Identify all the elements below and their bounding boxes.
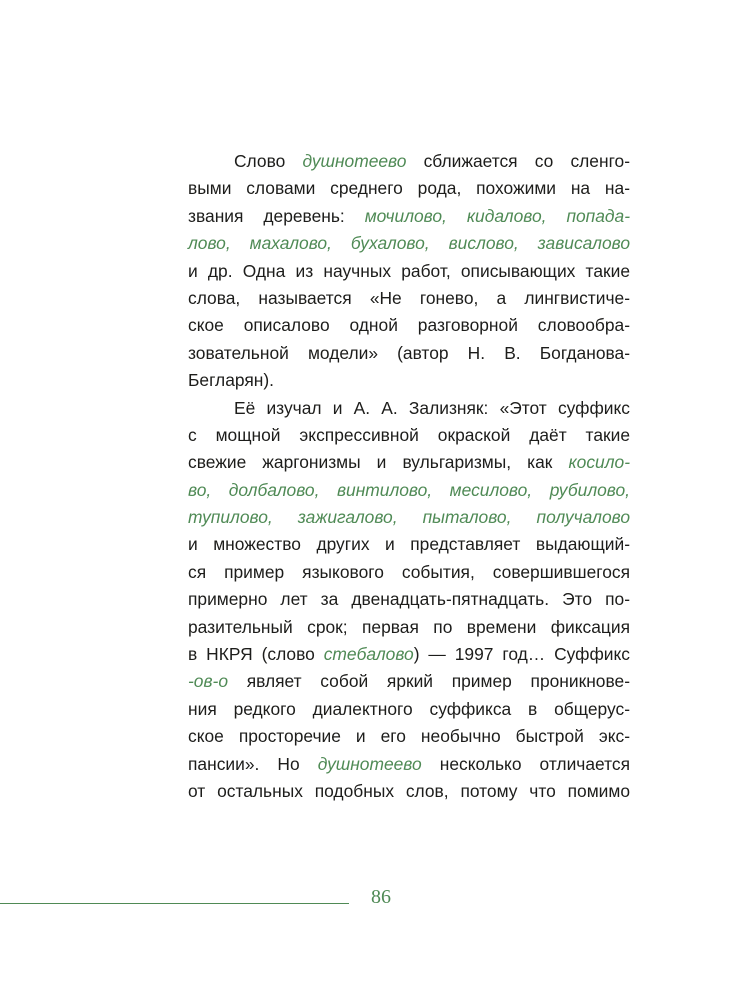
text-line bbox=[188, 778, 630, 805]
highlighted-word: душнотеево bbox=[317, 753, 422, 774]
paragraph bbox=[188, 395, 630, 806]
text-run: и множество других и представляет выдающий- bbox=[188, 534, 630, 555]
highlighted-word: стебалово bbox=[323, 644, 414, 665]
footer-rule bbox=[0, 903, 349, 904]
highlighted-word: -ов-о bbox=[188, 671, 229, 692]
text-run: ское описалово одной разговорной словообра- bbox=[188, 315, 630, 336]
text-run: от остальных подобных слов, потому что помимо bbox=[188, 780, 630, 801]
text-line bbox=[188, 477, 630, 504]
highlighted-word: во, долбалово, винтилово, месилово, рубилово, bbox=[188, 479, 630, 500]
text-line bbox=[188, 751, 630, 778]
text-line bbox=[188, 175, 630, 202]
text-line bbox=[188, 395, 630, 422]
text-run: с мощной экспрессивной окраской даёт такие bbox=[188, 424, 630, 445]
text-line bbox=[188, 230, 630, 257]
text-line bbox=[188, 422, 630, 449]
text-run: слова, называется «Не гонево, а лингвистиче- bbox=[188, 287, 630, 308]
text-run: несколько отличается bbox=[421, 753, 631, 774]
text-run: разительный срок; первая по времени фиксация bbox=[188, 616, 630, 637]
text-run: звания деревень: bbox=[188, 205, 365, 226]
text-line bbox=[188, 504, 630, 531]
text-line bbox=[188, 285, 630, 312]
text-line bbox=[188, 148, 630, 175]
text-line bbox=[188, 258, 630, 285]
text-line bbox=[188, 641, 630, 668]
text-line bbox=[188, 586, 630, 613]
text-line bbox=[188, 614, 630, 641]
text-line bbox=[188, 723, 630, 750]
text-run: ния редкого диалектного суффикса в общерус- bbox=[188, 698, 630, 719]
text-run: являет собой яркий пример проникнове- bbox=[228, 671, 630, 692]
text-line bbox=[188, 531, 630, 558]
text-line bbox=[188, 367, 630, 394]
text-line bbox=[188, 668, 630, 695]
text-run: и др. Одна из научных работ, описывающих такие bbox=[188, 260, 630, 281]
text-run: ся пример языкового события, совершившегося bbox=[188, 561, 630, 582]
text-run: в НКРЯ (слово bbox=[188, 644, 324, 665]
text-line bbox=[188, 559, 630, 586]
highlighted-word: мочилово, кидалово, попада- bbox=[364, 205, 630, 226]
highlighted-word: косило- bbox=[568, 452, 630, 473]
paragraph bbox=[188, 148, 630, 395]
text-run: сближается со сленго- bbox=[406, 151, 630, 171]
text-run: выми словами среднего рода, похожими на на- bbox=[188, 178, 630, 199]
text-line bbox=[188, 312, 630, 339]
body-text bbox=[188, 148, 630, 805]
text-run: свежие жаргонизмы и вульгаризмы, как bbox=[188, 452, 569, 473]
text-run: Её изучал и А. А. Зализняк: «Этот суффикс bbox=[234, 397, 630, 418]
highlighted-word: душнотеево bbox=[302, 151, 407, 171]
text-run: ) — 1997 год… Суффикс bbox=[413, 644, 630, 665]
text-run: зовательной модели» (автор Н. В. Богданова- bbox=[188, 342, 630, 363]
page-number: 86 bbox=[371, 886, 391, 908]
text-run: Слово bbox=[234, 151, 303, 171]
text-line bbox=[188, 696, 630, 723]
highlighted-word: лово, махалово, бухалово, вислово, зависалово bbox=[188, 233, 630, 254]
text-line bbox=[188, 203, 630, 230]
text-line bbox=[188, 449, 630, 476]
text-run: Бегларян). bbox=[188, 370, 274, 391]
highlighted-word: тупилово, зажигалово, пыталово, получалово bbox=[188, 507, 630, 528]
text-run: ское просторечие и его необычно быстрой экс- bbox=[188, 726, 630, 747]
text-run: пансии». Но bbox=[188, 753, 318, 774]
text-run: примерно лет за двенадцать-пятнадцать. Это по- bbox=[188, 589, 630, 610]
text-line bbox=[188, 340, 630, 367]
